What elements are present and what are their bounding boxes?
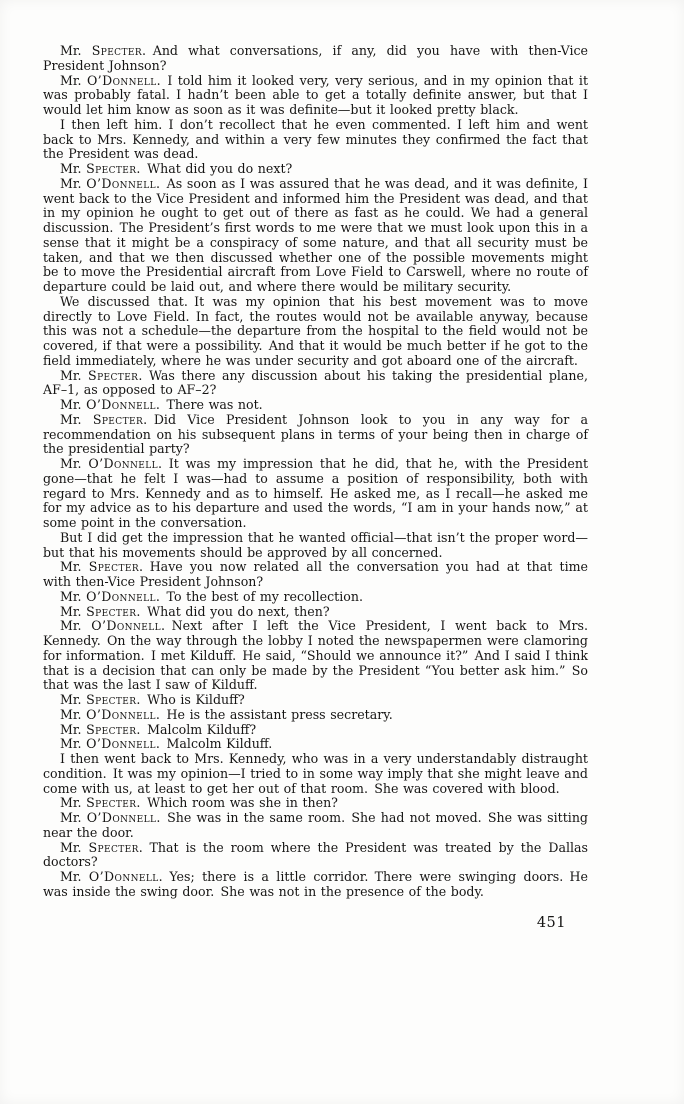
- paragraph: Mr. Specter. Which room was she in then?: [60, 795, 338, 811]
- speaker-label: Mr. O’Donnell.: [60, 588, 161, 604]
- paragraph: Mr. Specter. What did you do next, then?: [60, 603, 330, 619]
- paragraph: Mr. Specter. Was there any discussion about his taking the presidential plane, AF–1, as opposed to AF–2?: [43, 367, 588, 398]
- speaker-label: Mr. O’Donnell.: [60, 175, 161, 191]
- paragraph: Mr. Specter. What did you do next?: [60, 161, 293, 176]
- paragraph: Mr. O’Donnell. Next after I left the Vice President, I went back to Mrs. Kennedy. On the way through the lobby I noted the newspapermen were clamoring for information. I met Kilduff. He said, “Should we announce it?” And I said I think that is a decision that can only be made by the President “You better ask him.” So that was the last I saw of Kilduff.: [43, 618, 588, 693]
- speaker-label: Mr. Specter.: [60, 43, 147, 58]
- speaker-label: Mr. Specter.: [60, 692, 141, 707]
- speaker-label: Mr. Specter.: [60, 839, 144, 855]
- speaker-label: Mr. O’Donnell.: [60, 456, 163, 471]
- paragraph: Mr. O’Donnell. He is the assistant press secretary.: [60, 706, 393, 722]
- paragraph: Mr. Specter. That is the room where the President was treated by the Dallas doctors?: [43, 839, 588, 870]
- paragraph: But I did get the impression that he wanted official—that isn’t the proper word—but that his movements should be approved by all concerned.: [43, 529, 588, 560]
- speaker-label: Mr. Specter.: [60, 411, 148, 427]
- paragraph: Mr. Specter. Did Vice President Johnson look to you in any way for a recommendation on his subsequent plans in terms of your being then in charge of the presidential party?: [43, 411, 589, 457]
- paragraph: Mr. O’Donnell. Yes; there is a little corridor. There were swinging doors. He was inside the swing door. She was not in the presence of the body.: [43, 869, 588, 899]
- paragraph: Mr. Specter. And what conversations, if any, did you have with then-Vice President Johnson?: [43, 43, 588, 73]
- speaker-label: Mr. O’Donnell.: [60, 736, 161, 752]
- paragraph: I then went back to Mrs. Kennedy, who was in a very understandably distraught condition. It was my opinion—I tried to in some way imply that she might leave and come with us, at least to get her out of that room. She was covered with blood.: [43, 751, 588, 796]
- paragraph: Mr. O’Donnell. To the best of my recollection.: [60, 588, 363, 604]
- speaker-label: Mr. Specter.: [60, 721, 141, 737]
- speaker-label: Mr. Specter.: [60, 795, 141, 811]
- speaker-label: Mr. Specter.: [60, 559, 144, 575]
- page-number: 451: [536, 914, 566, 931]
- speaker-label: Mr. O’Donnell.: [60, 72, 162, 88]
- speaker-label: Mr. Specter.: [60, 603, 141, 619]
- paragraph: Mr. O’Donnell. It was my impression that he did, that he, with the President gone—that he felt I was—had to assume a position of responsibility, both with regard to Mrs. Kennedy and as to himself. He asked me, as I recall—he asked me for my advice as to his departure and used the words, “I am in your hands now,” at some point in the conversation.: [43, 456, 589, 530]
- paragraph: Mr. O’Donnell. There was not.: [60, 397, 263, 412]
- paragraph: Mr. Specter. Have you now related all the conversation you had at that time with then-Vice President Johnson?: [43, 559, 588, 589]
- paragraph: Mr. O’Donnell. I told him it looked very, very serious, and in my opinion that it was probably fatal. I hadn’t been able to get a totally definite answer, but that I would let him know as soon as it was definite—but it looked pretty black.: [43, 72, 588, 117]
- transcript: [43, 44, 588, 930]
- paragraph: Mr. O’Donnell. As soon as I was assured that he was dead, and it was definite, I went back to the Vice President and informed him the President was dead, and that in my opinion he ought to get out of there as fast as he could. We had a general discussion. The President’s first words to me were that we must look upon this in a sense that it might be a conspiracy of some nature, and that all security must be taken, and that we then discussed whether one of the possible movements might be to move the Presidential aircraft from Love Field to Carswell, where no route of departure could be laid out, and where there would be military security.: [43, 175, 589, 294]
- speaker-label: Mr. Specter.: [60, 367, 143, 383]
- speaker-label: Mr. O’Donnell.: [60, 397, 161, 412]
- paragraph: Mr. O’Donnell. Malcolm Kilduff.: [60, 736, 273, 752]
- paragraph: I then left him. I don’t recollect that he even commented. I left him and went back to Mrs. Kennedy, and within a very few minutes they confirmed the fact that the President was dead.: [43, 116, 588, 162]
- speaker-label: Mr. O’Donnell.: [60, 706, 161, 722]
- speaker-label: Mr. O’Donnell.: [60, 869, 164, 884]
- speaker-label: Mr. O’Donnell.: [60, 810, 161, 825]
- paragraph: We discussed that. It was my opinion that his best movement was to move directly to Love Field. In fact, the routes would not be available anyway, because this was not a schedule—the departure from the hospital to the field would not be covered, if that were a possibility. And that it would be much better if he got to the field immediately, where he was under security and got aboard one of the aircraft.: [43, 293, 588, 368]
- speaker-label: Mr. Specter.: [60, 161, 141, 176]
- paragraph: Mr. Specter. Who is Kilduff?: [60, 692, 245, 707]
- paragraph: Mr. O’Donnell. She was in the same room. She had not moved. She was sitting near the door.: [43, 810, 588, 840]
- paragraph: Mr. Specter. Malcolm Kilduff?: [60, 721, 257, 737]
- speaker-label: Mr. O’Donnell.: [60, 618, 166, 634]
